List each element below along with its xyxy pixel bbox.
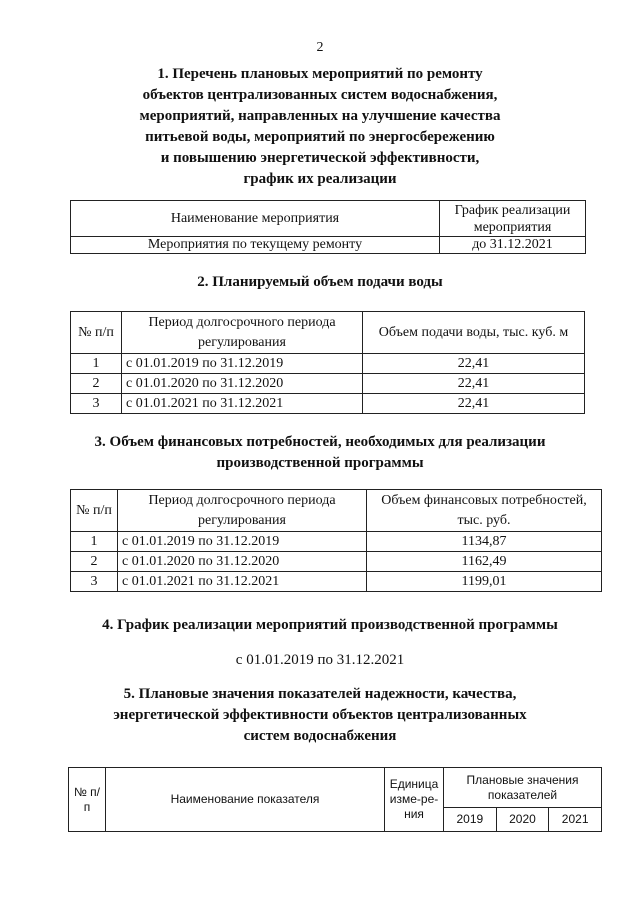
row-number: 1: [71, 354, 122, 374]
title-line: график их реализации: [243, 171, 397, 187]
col-indicator-name: Наименование показателя: [106, 768, 385, 832]
table-row: [71, 354, 585, 374]
row-value: 22,41: [363, 394, 585, 414]
table-header-row: [71, 490, 602, 532]
col-year-2021: 2021: [549, 808, 602, 832]
row-period: с 01.01.2020 по 31.12.2020: [118, 552, 367, 572]
table-header-row: [71, 201, 586, 237]
col-unit: Единица изме-ре-ния: [385, 768, 444, 832]
program-period: с 01.01.2019 по 31.12.2021: [235, 652, 405, 668]
col-planned-values: Плановые значения показателей: [444, 768, 602, 808]
water-supply-table: [70, 311, 585, 414]
col-number: № п/п: [69, 768, 106, 832]
title-line: систем водоснабжения: [243, 728, 397, 744]
col-year-2020: 2020: [496, 808, 549, 832]
col-water-volume: Объем подачи воды, тыс. куб. м: [363, 312, 585, 354]
table-row: [71, 394, 585, 414]
row-number: 1: [71, 532, 118, 552]
row-number: 3: [71, 394, 122, 414]
row-period: с 01.01.2020 по 31.12.2020: [122, 374, 363, 394]
row-value: 22,41: [363, 354, 585, 374]
col-year-2019: 2019: [444, 808, 497, 832]
col-period: Период долгосрочного периода регулирования: [118, 490, 367, 532]
col-measure-name: Наименование мероприятия: [71, 201, 440, 237]
row-value: 1199,01: [367, 572, 602, 592]
table-row: [71, 572, 602, 592]
indicators-table: [68, 767, 602, 832]
title-line: объектов централизованных систем водоснабжения,: [142, 87, 498, 103]
section2-title: 2. Планируемый объем подачи воды: [197, 274, 443, 290]
section3-title: [40, 432, 600, 474]
section4-title: 4. График реализации мероприятий производственной программы: [102, 617, 558, 633]
row-value: 1162,49: [367, 552, 602, 572]
table-row: [71, 374, 585, 394]
title-line: 5. Плановые значения показателей надежности, качества,: [123, 686, 517, 702]
page-number: 2: [316, 40, 324, 55]
title-line: мероприятий, направленных на улучшение качества: [139, 108, 501, 124]
row-number: 2: [71, 552, 118, 572]
title-line: энергетической эффективности объектов централизованных: [113, 707, 527, 723]
row-period: с 01.01.2019 по 31.12.2019: [122, 354, 363, 374]
section1-title: [60, 64, 580, 190]
row-value: 1134,87: [367, 532, 602, 552]
financial-needs-table: [70, 489, 602, 592]
row-period: с 01.01.2021 по 31.12.2021: [122, 394, 363, 414]
row-number: 2: [71, 374, 122, 394]
table-row: [71, 552, 602, 572]
col-financial-volume: Объем финансовых потребностей, тыс. руб.: [367, 490, 602, 532]
row-value: 22,41: [363, 374, 585, 394]
table-header-row: [69, 768, 602, 808]
col-schedule: График реализации мероприятия: [440, 201, 586, 237]
title-line: питьевой воды, мероприятий по энергосбережению: [145, 129, 495, 145]
table-row: [71, 532, 602, 552]
row-period: с 01.01.2021 по 31.12.2021: [118, 572, 367, 592]
title-line: и повышению энергетической эффективности,: [160, 150, 480, 166]
title-line: 3. Объем финансовых потребностей, необходимых для реализации: [94, 434, 546, 450]
section5-title: [60, 684, 580, 747]
row-number: 3: [71, 572, 118, 592]
measure-schedule-cell: до 31.12.2021: [440, 237, 586, 254]
col-period: Период долгосрочного периода регулирования: [122, 312, 363, 354]
title-line: 1. Перечень плановых мероприятий по ремонту: [157, 66, 483, 82]
row-period: с 01.01.2019 по 31.12.2019: [118, 532, 367, 552]
col-number: № п/п: [71, 312, 122, 354]
table-row: [71, 237, 586, 254]
col-number: № п/п: [71, 490, 118, 532]
title-line: производственной программы: [216, 455, 424, 471]
table-header-row: [71, 312, 585, 354]
measures-table: [70, 200, 586, 254]
measure-name-cell: Мероприятия по текущему ремонту: [71, 237, 440, 254]
